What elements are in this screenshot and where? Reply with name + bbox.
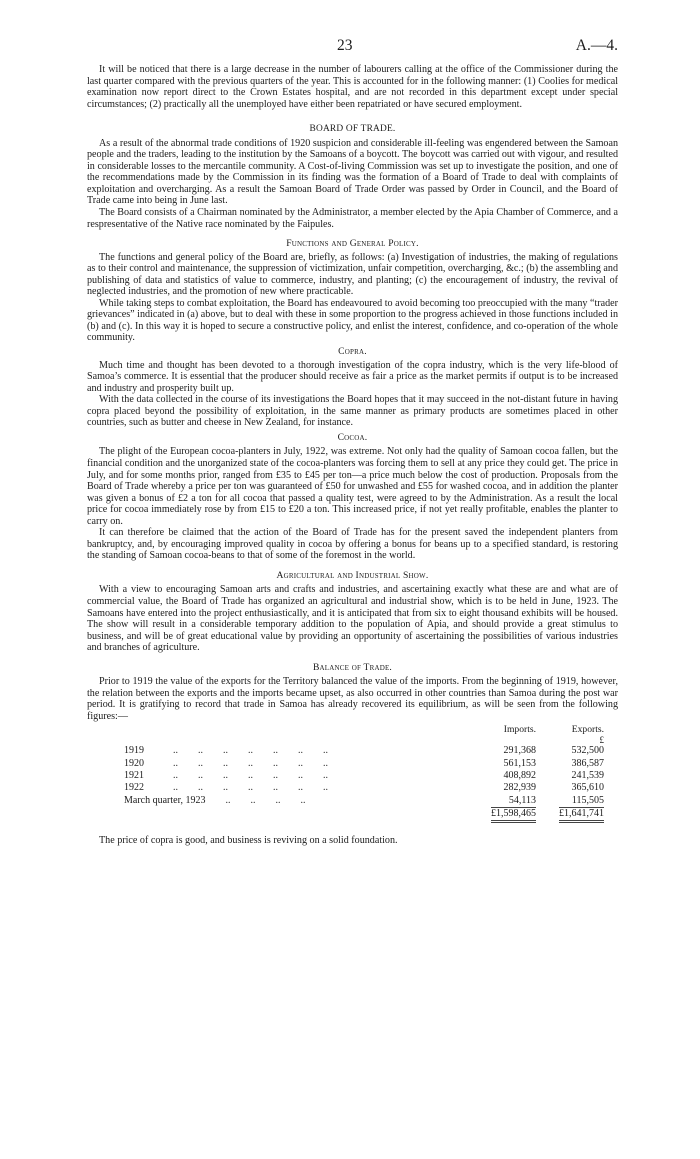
currency-label: £	[599, 735, 604, 746]
copra-paragraph: With the data collected in the course of its investigations the Board hopes that it may succeed in the not-distant future in having copra placed beyond the possibility of exploitation, in the same manner as primary products are sometimes placed in other countries, such as butter and cheese in New Zealand, for instance.	[87, 394, 618, 429]
period-cell: March quarter, 1923	[124, 794, 206, 806]
period-cell: 1922	[124, 782, 144, 794]
closing-sentence: The price of copra is good, and business is reviving on a solid foundation.	[99, 835, 398, 847]
cocoa-paragraph: It can therefore be claimed that the action of the Board of Trade has for the present saved the independent planters from bankruptcy, and, by encouraging improved quality in cocoa by offering a bonus for beans up to a specified standard, is restoring the standing of Samoan cocoa-beans to that of some of the foremost in the world.	[87, 527, 618, 562]
board-paragraph: As a result of the abnormal trade conditions of 1920 suspicion and considerable ill-feeling was engendered between the Samoan people and the traders, leading to the institution by the Samoans of a boycott. The boycott was carried out with vigour, and resulted in considerable losses to the mercantile community. A Cost-of-living Commission was set up to investigate the position, and one of the recommendations made by the Commission in its finding was the formation of a Board of Trade to deal with complaints of exploitation and overcharging. As a result the Samoan Board of Trade Order was passed by Order in Council, and the Board of Trade came into being in June last.	[87, 137, 618, 207]
functions-heading: Functions and General Policy.	[286, 238, 419, 250]
show-paragraph: With a view to encouraging Samoan arts and crafts and industries, and ascertaining exactly what these are and what are of commercial value, the Board of Trade has organized an agricultural and industrial show, which is to be held in June, 1923. The Samoans have entered into the project enthusiastically, and it is anticipated that from six to eight thousand exhibits will be housed. The show will result in a considerable temporary addition to the population of Apia, and should provide a great stimulus to business, and will be of great educational value by providing an opportunity of ascertaining the possibilities of various industries and branches of agriculture.	[87, 584, 618, 654]
intro-paragraph: It will be noticed that there is a large decrease in the number of labourers calling at the office of the Commissioner during the last quarter compared with the previous quarters of the year. This is accounted for in the following manner: (1) Coolies for medical examination now report direct to the Crown Estates hospital, and are not recorded in this department except under special circumstances; (2) practically all the unemployed have either been repatriated or have secured employment.	[87, 64, 618, 110]
exports-cell: 241,539	[571, 770, 604, 782]
total-exports: £1,641,741	[559, 807, 604, 823]
exports-cell: 386,587	[571, 757, 604, 769]
exports-column-header: Exports.	[571, 723, 604, 735]
table-row: March quarter, 1923 .. .. .. .. 54,113 115,505	[124, 794, 604, 806]
cocoa-heading: Cocoa.	[337, 431, 368, 443]
imports-cell: 408,892	[503, 770, 536, 782]
period-cell: 1921	[124, 770, 144, 782]
show-heading: Agricultural and Industrial Show.	[276, 569, 429, 581]
imports-cell: 282,939	[503, 782, 536, 794]
copra-heading: Copra.	[338, 346, 367, 358]
table-row: 1920 .. .. .. .. .. .. .. 561,153 386,587	[87, 758, 604, 770]
imports-cell: 561,153	[503, 757, 536, 769]
trade-table	[87, 723, 604, 823]
period-cell: 1919	[124, 745, 144, 757]
exports-cell: 115,505	[571, 794, 604, 806]
copra-paragraph: Much time and thought has been devoted to a thorough investigation of the copra industry, which is the very life-blood of Samoa’s commerce. It is essential that the producer should receive as fair a price as the market permits if output is to be increased and industry and prosperity built up.	[87, 359, 618, 394]
document-reference: A.—4.	[575, 37, 618, 54]
balance-paragraph: Prior to 1919 the value of the exports for the Territory balanced the value of the imports. From the beginning of 1919, however, the relation between the exports and the imports became upset, as also occurred in other countries than Samoa during the post war period. It is gratifying to record that trade in Samoa has already recovered its equilibrium, as will be seen from the following figures:—	[87, 676, 618, 722]
period-cell: 1920	[124, 757, 144, 769]
page-number: 23	[337, 37, 353, 54]
total-imports: £1,598,465	[491, 807, 536, 823]
table-row: 1922 .. .. .. .. .. .. .. 282,939 365,610	[87, 782, 604, 794]
page-header	[87, 37, 618, 64]
functions-paragraph: While taking steps to combat exploitation, the Board has endeavoured to avoid becoming too preoccupied with the many “trader grievances” indicated in (a) above, but to deal with these in some proportion to the progress achieved in those functions included in (b) and (c). In this way it is hoped to secure a constructive policy, and enlist the interest, confidence, and co-operation of the whole community.	[87, 297, 618, 344]
cocoa-paragraph: The plight of the European cocoa-planters in July, 1922, was extreme. Not only had the quality of Samoan cocoa fallen, but the financial condition and the unorganized state of the cocoa-planters was forcing them to sell at any price they could get. The price in July, and for some months prior, ranged from £35 to £45 per ton—a price much below the cost of production. Proposals from the Board of Trade whereby a price per ton was guaranteed of £50 for unwashed and £55 for washed cocoa, and in addition the planter was given a bonus of £2 a ton for all cocoa that passed a quality test, were agreed to by the Administration. As a result the local price for cocoa immediately rose by from £15 to £20 a ton. This increased price, if not yet really profitable, enables the planter to carry on.	[87, 446, 618, 527]
imports-cell: 291,368	[503, 745, 536, 757]
total-row	[87, 807, 604, 823]
functions-paragraph: The functions and general policy of the Board are, briefly, as follows: (a) Investigation of industries, the making of regulations as to their control and maintenance, the suppression of victimization, unfair competition, overcharging, &c.; (b) the assembling and publishing of data and statistics of value to commerce, industry, and planting; (c) the encouragement of industry, the revival of neglected industries, and the promotion of new where practicable.	[87, 251, 618, 298]
board-paragraph: The Board consists of a Chairman nominated by the Administrator, a member elected by the Apia Chamber of Commerce, and a respresentative of the Native race nominated by the Faipules.	[87, 207, 618, 230]
exports-cell: 532,500	[571, 745, 604, 757]
board-of-trade-heading: BOARD OF TRADE.	[309, 124, 396, 135]
imports-column-header: Imports.	[503, 723, 536, 735]
table-row: 1921 .. .. .. .. .. .. .. 408,892 241,539	[87, 770, 604, 782]
balance-heading: Balance of Trade.	[312, 661, 393, 673]
imports-cell: 54,113	[508, 794, 536, 806]
exports-cell: 365,610	[571, 782, 604, 794]
table-row: 1919 .. .. .. .. .. .. .. 291,368 532,500	[87, 745, 604, 757]
